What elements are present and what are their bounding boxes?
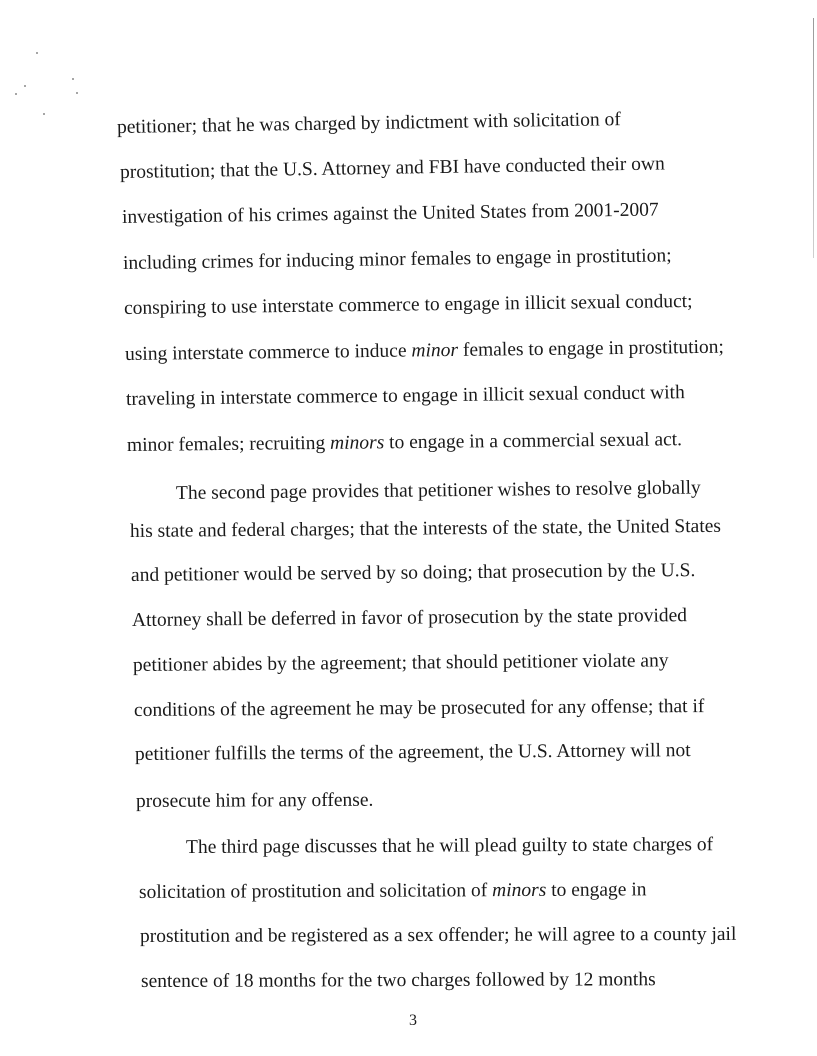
text-line — [134, 697, 704, 720]
text-line — [125, 338, 724, 365]
text-line — [135, 741, 691, 764]
text-segment: prostitution; that the U.S. Attorney and FBI have conducted their own — [119, 153, 665, 183]
text-line — [122, 201, 659, 228]
text-line — [130, 517, 721, 542]
text-segment: petitioner abides by the agreement; that should petitioner violate any — [132, 650, 669, 676]
scan-edge-line — [813, 18, 814, 258]
text-segment: his state and federal charges; that the interests of the state, the United States — [129, 515, 722, 542]
text-segment: sentence of 18 months for the two charges followed by 12 months — [140, 969, 656, 992]
text-segment: females to engage in prostitution; — [457, 336, 725, 361]
text-segment: petitioner fulfills the terms of the agreement, the U.S. Attorney will not — [134, 740, 691, 765]
text-line — [141, 970, 656, 991]
italic-text: minor — [411, 339, 459, 362]
page-number: 3 — [409, 1012, 417, 1029]
text-segment: minor females; recruiting — [126, 432, 331, 456]
text-segment: solicitation of prostitution and solicitation of — [138, 880, 493, 903]
scan-speck — [72, 78, 74, 80]
italic-text: minors — [329, 432, 385, 454]
scan-speck — [15, 93, 17, 95]
text-line — [136, 791, 373, 812]
text-segment: conditions of the agreement he may be prosecuted for any offense; that if — [133, 696, 705, 721]
text-line — [131, 561, 695, 585]
text-line — [132, 606, 687, 630]
scan-speck — [24, 85, 26, 87]
text-segment: to engage in a commercial sexual act. — [384, 429, 683, 454]
italic-text: minors — [492, 879, 547, 902]
text-segment: conspiring to use interstate commerce to engage in illicit sexual conduct; — [123, 291, 693, 319]
scan-speck — [76, 92, 78, 94]
text-segment: prostitution and be registered as a sex offender; he will agree to a county jail — [139, 923, 737, 947]
text-line — [123, 246, 672, 273]
text-line — [120, 154, 665, 182]
text-line — [140, 925, 736, 947]
text-line — [126, 383, 685, 409]
scan-speck — [43, 113, 45, 115]
text-segment: to engage in — [546, 879, 647, 901]
text-segment: The second page provides that petitioner wishes to resolve globally — [175, 477, 701, 504]
text-segment: The third page discusses that he will plead guilty to state charges of — [185, 834, 714, 858]
text-segment: and petitioner would be served by so doing; that prosecution by the U.S. — [130, 560, 696, 586]
text-segment: petitioner; that he was charged by indictment with solicitation of — [116, 109, 621, 138]
text-line — [133, 651, 669, 675]
text-line — [176, 479, 701, 504]
text-line — [139, 880, 647, 902]
text-line — [127, 430, 682, 455]
text-segment: prosecute him for any offense. — [135, 789, 374, 812]
text-segment: including crimes for inducing minor females to engage in prostitution; — [122, 245, 672, 274]
text-segment: traveling in interstate commerce to engage in illicit sexual conduct with — [125, 382, 685, 410]
text-line — [124, 292, 693, 318]
text-line — [186, 835, 713, 857]
scan-speck — [36, 52, 38, 54]
text-segment: investigation of his crimes against the United States from 2001-2007 — [121, 199, 659, 228]
text-line — [117, 110, 621, 137]
text-segment: using interstate commerce to induce — [124, 340, 412, 365]
text-segment: Attorney shall be deferred in favor of prosecution by the state provided — [131, 605, 688, 631]
